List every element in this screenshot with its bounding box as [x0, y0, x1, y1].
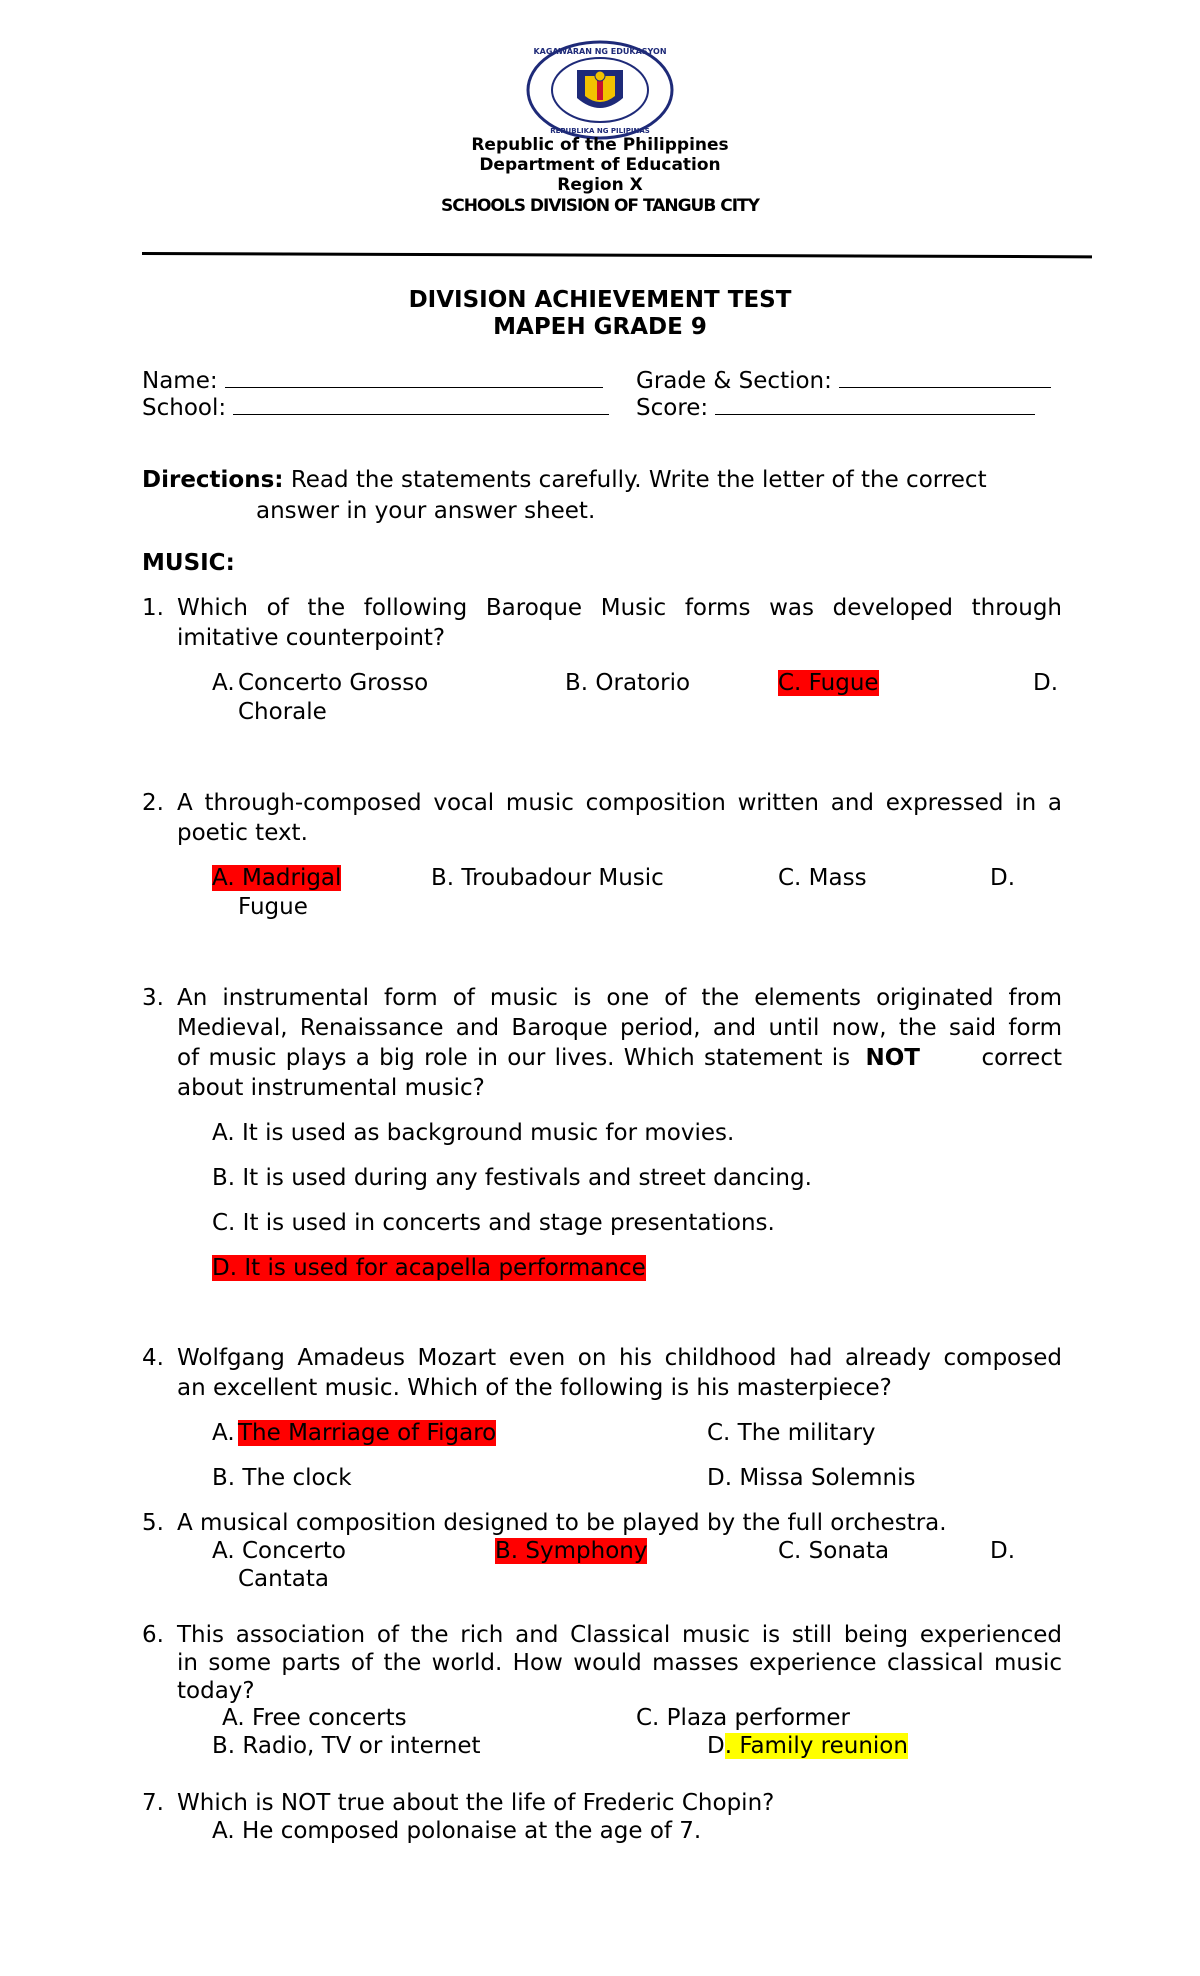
school-label: School: [142, 395, 227, 421]
question-1-line-1: Which of the following Baroque Music forms was developed through [177, 595, 1062, 621]
option-d: D. [1033, 670, 1059, 696]
deped-seal [525, 40, 675, 140]
school-blank[interactable] [233, 396, 609, 415]
grade-section-label: Grade & Section: [636, 368, 832, 394]
question-6-line-2: in some parts of the world. How would masses experience classical music [177, 1650, 1062, 1676]
question-1-line-2: imitative counterpoint? [177, 625, 446, 651]
option-c-answer: C. Fugue [778, 670, 879, 696]
question-number: 4. [142, 1345, 164, 1371]
question-number: 3. [142, 985, 164, 1011]
question-3-line-3-text: of music plays a big role in our lives. Which statement is [177, 1045, 851, 1071]
option-b: B. Oratorio [565, 670, 691, 696]
option-c: C. Mass [778, 865, 867, 891]
option-a: A. Free concerts [222, 1705, 407, 1731]
question-number: 5. [142, 1510, 164, 1536]
option-c: C. The military [707, 1420, 876, 1446]
option-b-answer: B. Symphony [495, 1538, 648, 1564]
directions-text-2: answer in your answer sheet. [256, 498, 596, 524]
option-a: A. He composed polonaise at the age of 7. [212, 1818, 702, 1844]
option-a-answer: The Marriage of Figaro [238, 1420, 497, 1446]
directions-label: Directions: [142, 467, 284, 493]
directions-text-1: Read the statements carefully. Write the letter of the correct [290, 467, 987, 493]
header-division: SCHOOLS DIVISION OF TANGUB CITY [441, 196, 759, 216]
option-c: C. Sonata [778, 1538, 890, 1564]
option-c: C. Plaza performer [636, 1705, 850, 1731]
question-3-line-3 [177, 1045, 1062, 1071]
section-music: MUSIC: [142, 550, 235, 576]
option-a-answer: A. Madrigal [212, 865, 342, 891]
option-b: B. Troubadour Music [431, 865, 664, 891]
option-a-text: Concerto Grosso [238, 670, 429, 696]
option-a: A. [212, 1420, 235, 1446]
option-a: A. It is used as background music for movies. [212, 1120, 735, 1146]
question-4-line-2: an excellent music. Which of the following is his masterpiece? [177, 1375, 892, 1401]
school-field[interactable] [142, 395, 609, 421]
option-d: D. Missa Solemnis [707, 1465, 916, 1491]
grade-section-blank[interactable] [839, 369, 1051, 388]
question-4-line-1: Wolfgang Amadeus Mozart even on his childhood had already composed [177, 1345, 1062, 1371]
option-d: D. [990, 1538, 1016, 1564]
option-d: D. [990, 865, 1016, 891]
question-7-line-1: Which is NOT true about the life of Frederic Chopin? [177, 1790, 775, 1816]
option-a: A. [212, 670, 235, 696]
header-republic: Republic of the Philippines [471, 135, 729, 155]
question-3-line-2: Medieval, Renaissance and Baroque period, and until now, the said form [177, 1015, 1062, 1041]
question-number: 2. [142, 790, 164, 816]
question-6-line-1: This association of the rich and Classical music is still being experienced [177, 1622, 1062, 1648]
svg-text:KAGAWARAN NG EDUKASYON: KAGAWARAN NG EDUKASYON [533, 47, 667, 56]
option-d [707, 1733, 908, 1759]
option-d-highlight: . Family reunion [724, 1733, 908, 1759]
question-number: 7. [142, 1790, 164, 1816]
header-department: Department of Education [479, 155, 721, 175]
test-subtitle: MAPEH GRADE 9 [493, 314, 707, 340]
option-d-answer: D. It is used for acapella performance [212, 1255, 646, 1281]
option-d-text: Chorale [238, 699, 327, 725]
question-3-line-1: An instrumental form of music is one of the elements originated from [177, 985, 1062, 1011]
deped-seal-icon [525, 40, 675, 140]
score-field[interactable] [636, 395, 1035, 421]
score-label: Score: [636, 395, 709, 421]
question-6-line-3: today? [177, 1678, 255, 1704]
question-number: 1. [142, 595, 164, 621]
option-a: A. Concerto [212, 1538, 347, 1564]
option-c: C. It is used in concerts and stage presentations. [212, 1210, 775, 1236]
question-2-line-2: poetic text. [177, 820, 308, 846]
directions [142, 467, 987, 493]
test-title: DIVISION ACHIEVEMENT TEST [408, 287, 792, 313]
option-b: B. It is used during any festivals and street dancing. [212, 1165, 812, 1191]
question-2-line-1: A through-composed vocal music composition written and expressed in a [177, 790, 1062, 816]
name-label: Name: [142, 368, 218, 394]
question-3-emphasis: NOT [865, 1045, 920, 1071]
question-3-line-3-end: correct [981, 1045, 1062, 1071]
option-d-text: Fugue [238, 894, 308, 920]
svg-text:REPUBLIKA NG PILIPINAS: REPUBLIKA NG PILIPINAS [550, 127, 650, 135]
score-blank[interactable] [715, 396, 1035, 415]
header-divider [142, 252, 1092, 258]
grade-section-field[interactable] [636, 368, 1051, 394]
name-blank[interactable] [225, 369, 603, 388]
option-d-text: Cantata [238, 1566, 329, 1592]
question-number: 6. [142, 1622, 164, 1648]
option-d-letter: D [707, 1733, 725, 1759]
name-field[interactable] [142, 368, 603, 394]
question-5-line-1: A musical composition designed to be played by the full orchestra. [177, 1510, 947, 1536]
question-3-line-4: about instrumental music? [177, 1075, 485, 1101]
header-region: Region X [557, 175, 643, 195]
option-b: B. The clock [212, 1465, 352, 1491]
option-b: B. Radio, TV or internet [212, 1733, 481, 1759]
